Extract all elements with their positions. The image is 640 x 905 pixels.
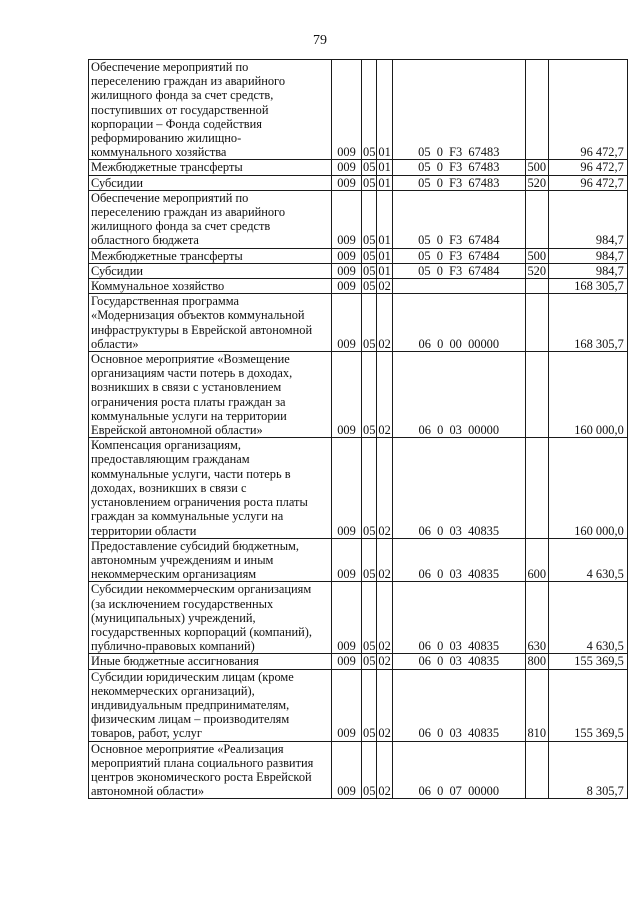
amount-cell: 168 305,7 xyxy=(548,279,627,294)
expense-type-cell xyxy=(525,352,548,438)
row-name-line: коммунальные услуги, части потерь в xyxy=(91,466,291,481)
row-name-line: области» xyxy=(91,336,139,351)
row-name-line: Обеспечение мероприятий по xyxy=(91,60,249,74)
expense-type-cell: 600 xyxy=(525,538,548,582)
section-code-cell: 05 xyxy=(362,190,377,248)
row-name-line: корпорации – Фонда содействия xyxy=(91,116,262,131)
target-article-cell: 06 0 03 40835 xyxy=(392,538,525,582)
expense-type-cell: 810 xyxy=(525,669,548,741)
target-article-cell: 05 0 F3 67484 xyxy=(392,190,525,248)
target-article-cell: 05 0 F3 67483 xyxy=(392,175,525,190)
row-name-line: Субсидии xyxy=(91,263,143,278)
grbs-code-cell: 009 xyxy=(332,741,362,799)
row-name-line: Государственная программа xyxy=(91,294,239,309)
section-code-cell: 05 xyxy=(362,741,377,799)
row-name-line: переселению граждан из аварийного xyxy=(91,205,286,220)
expense-type-cell xyxy=(525,741,548,799)
page-number: 79 xyxy=(313,33,327,48)
table-row xyxy=(89,160,628,175)
section-code-cell: 05 xyxy=(362,352,377,438)
table-row xyxy=(89,741,628,799)
subsection-code-cell: 02 xyxy=(377,294,392,352)
grbs-code-cell: 009 xyxy=(332,582,362,654)
row-name-cell xyxy=(89,669,332,741)
section-code-cell: 05 xyxy=(363,248,376,263)
section-code-cell: 05 xyxy=(363,654,376,669)
row-name-line: государственных корпораций (компаний), xyxy=(91,624,312,639)
target-article-cell: 05 0 F3 67484 xyxy=(392,248,525,263)
section-code-cell: 05 xyxy=(362,669,377,741)
row-name-line: автономной области» xyxy=(91,784,205,799)
budget-table xyxy=(88,59,628,799)
section-code-cell: 05 xyxy=(363,175,376,190)
target-article-cell: 06 0 07 00000 xyxy=(392,741,525,799)
subsection-code-cell: 02 xyxy=(377,538,392,582)
row-name-line: центров экономического роста Еврейской xyxy=(91,769,312,784)
amount-cell: 160 000,0 xyxy=(548,438,627,538)
amount-cell: 160 000,0 xyxy=(548,352,627,438)
amount-cell: 984,7 xyxy=(548,248,627,263)
table-row xyxy=(89,438,628,538)
expense-type-cell xyxy=(525,438,548,538)
section-code-cell: 05 xyxy=(362,294,377,352)
amount-cell: 96 472,7 xyxy=(548,160,627,175)
grbs-code-cell: 009 xyxy=(332,654,362,669)
row-name-line: реформированию жилищно- xyxy=(91,131,242,146)
row-name-line: коммунального хозяйства xyxy=(91,145,227,160)
subsection-code-cell: 01 xyxy=(378,160,391,175)
expense-type-cell: 520 xyxy=(525,263,548,278)
row-name-line: Межбюджетные трансферты xyxy=(91,248,243,263)
row-name-line: переселению граждан из аварийного xyxy=(91,74,286,89)
row-name-line: Обеспечение мероприятий по xyxy=(91,190,249,205)
row-name-line: предоставляющим гражданам xyxy=(91,452,250,467)
row-name-line: организациям части потерь в доходах, xyxy=(91,366,293,381)
row-name-line: индивидуальным предпринимателям, xyxy=(91,697,290,712)
target-article-cell: 06 0 03 40835 xyxy=(392,438,525,538)
row-name-line: поступивших от государственной xyxy=(91,102,269,117)
row-name-line: доходах, возникших в связи с xyxy=(91,480,247,495)
row-name-cell xyxy=(89,438,332,538)
amount-cell: 984,7 xyxy=(548,263,627,278)
subsection-code-cell: 01 xyxy=(377,60,392,160)
subsection-code-cell: 02 xyxy=(377,352,392,438)
row-name-cell xyxy=(89,654,332,669)
row-name-line: публично-правовых компаний) xyxy=(91,639,255,654)
target-article-cell: 06 0 03 40835 xyxy=(392,654,525,669)
section-code-cell: 05 xyxy=(362,538,377,582)
row-name-cell xyxy=(89,352,332,438)
row-name-line: товаров, работ, услуг xyxy=(91,726,202,741)
row-name-line: (за исключением государственных xyxy=(91,596,274,611)
row-name-cell xyxy=(89,160,332,175)
row-name-line: территории области xyxy=(91,523,197,538)
grbs-code-cell: 009 xyxy=(332,279,362,294)
row-name-line: Субсидии юридическим лицам (кроме xyxy=(91,669,294,684)
subsection-code-cell: 02 xyxy=(377,438,392,538)
budget-table-body xyxy=(89,60,628,799)
row-name-line: инфраструктуры в Еврейской автономной xyxy=(91,322,313,337)
subsection-code-cell: 02 xyxy=(377,669,392,741)
row-name-line: Субсидии некоммерческим организациям xyxy=(91,582,312,597)
amount-cell: 168 305,7 xyxy=(548,294,627,352)
target-article-cell: 06 0 03 40835 xyxy=(392,582,525,654)
target-article-cell: 06 0 03 00000 xyxy=(392,352,525,438)
row-name-line: мероприятий плана социального развития xyxy=(91,755,314,770)
amount-cell: 155 369,5 xyxy=(548,654,627,669)
expense-type-cell: 520 xyxy=(525,175,548,190)
grbs-code-cell: 009 xyxy=(332,669,362,741)
target-article-cell: 05 0 F3 67483 xyxy=(392,160,525,175)
row-name-line: (муниципальных) учреждений, xyxy=(91,610,256,625)
row-name-line: Компенсация организациям, xyxy=(91,438,241,453)
section-code-cell: 05 xyxy=(363,279,376,294)
row-name-line: ограничения роста платы граждан за xyxy=(91,394,286,409)
row-name-line: Коммунальное хозяйство xyxy=(91,279,225,294)
row-name-cell xyxy=(89,538,332,582)
row-name-line: установлением ограничения роста платы xyxy=(91,495,308,510)
table-row xyxy=(89,294,628,352)
grbs-code-cell: 009 xyxy=(332,438,362,538)
row-name-cell xyxy=(89,175,332,190)
row-name-line: Иные бюджетные ассигнования xyxy=(91,654,259,669)
row-name-line: Субсидии xyxy=(91,175,143,190)
row-name-line: физическим лицам – производителям xyxy=(91,712,290,727)
table-row xyxy=(89,263,628,278)
grbs-code-cell: 009 xyxy=(332,263,362,278)
amount-cell: 96 472,7 xyxy=(548,175,627,190)
expense-type-cell: 500 xyxy=(525,248,548,263)
row-name-line: «Модернизация объектов коммунальной xyxy=(91,308,305,323)
row-name-cell xyxy=(89,248,332,263)
row-name-cell xyxy=(89,279,332,294)
amount-cell: 96 472,7 xyxy=(548,60,627,160)
table-row xyxy=(89,279,628,294)
expense-type-cell xyxy=(525,60,548,160)
expense-type-cell: 800 xyxy=(525,654,548,669)
subsection-code-cell: 02 xyxy=(378,279,391,294)
expense-type-cell: 500 xyxy=(525,160,548,175)
table-row xyxy=(89,654,628,669)
target-article-cell xyxy=(392,279,525,294)
grbs-code-cell: 009 xyxy=(332,160,362,175)
row-name-line: жилищного фонда за счет средств, xyxy=(91,88,274,103)
subsection-code-cell: 02 xyxy=(378,654,391,669)
section-code-cell: 05 xyxy=(362,582,377,654)
subsection-code-cell: 01 xyxy=(378,175,391,190)
grbs-code-cell: 009 xyxy=(332,60,362,160)
target-article-cell: 06 0 03 40835 xyxy=(392,669,525,741)
expense-type-cell xyxy=(525,190,548,248)
row-name-cell xyxy=(89,263,332,278)
row-name-line: возникших в связи с установлением xyxy=(91,380,282,395)
row-name-line: коммунальные услуги на территории xyxy=(91,408,287,423)
row-name-line: жилищного фонда за счет средств xyxy=(91,219,271,234)
table-row xyxy=(89,190,628,248)
section-code-cell: 05 xyxy=(362,438,377,538)
target-article-cell: 05 0 F3 67484 xyxy=(392,263,525,278)
row-name-line: Еврейской автономной области» xyxy=(91,423,263,438)
table-row xyxy=(89,538,628,582)
grbs-code-cell: 009 xyxy=(332,248,362,263)
row-name-line: Основное мероприятие «Возмещение xyxy=(91,352,290,367)
target-article-cell: 06 0 00 00000 xyxy=(392,294,525,352)
row-name-line: некоммерческим организациям xyxy=(91,567,257,582)
subsection-code-cell: 01 xyxy=(378,263,391,278)
table-row xyxy=(89,248,628,263)
amount-cell: 155 369,5 xyxy=(548,669,627,741)
subsection-code-cell: 01 xyxy=(378,248,391,263)
row-name-cell xyxy=(89,294,332,352)
expense-type-cell xyxy=(525,279,548,294)
row-name-cell xyxy=(89,741,332,799)
row-name-line: Основное мероприятие «Реализация xyxy=(91,741,284,756)
section-code-cell: 05 xyxy=(362,60,377,160)
row-name-line: автономным учреждениям и иным xyxy=(91,552,274,567)
grbs-code-cell: 009 xyxy=(332,294,362,352)
amount-cell: 8 305,7 xyxy=(548,741,627,799)
table-row xyxy=(89,60,628,160)
grbs-code-cell: 009 xyxy=(332,538,362,582)
table-row xyxy=(89,352,628,438)
section-code-cell: 05 xyxy=(363,263,376,278)
table-row xyxy=(89,669,628,741)
row-name-line: областного бюджета xyxy=(91,233,199,248)
table-row xyxy=(89,582,628,654)
subsection-code-cell: 02 xyxy=(377,582,392,654)
grbs-code-cell: 009 xyxy=(332,175,362,190)
amount-cell: 4 630,5 xyxy=(548,538,627,582)
row-name-line: некоммерческих организаций), xyxy=(91,683,255,698)
target-article-cell: 05 0 F3 67483 xyxy=(392,60,525,160)
table-row xyxy=(89,175,628,190)
subsection-code-cell: 02 xyxy=(377,741,392,799)
row-name-line: граждан за коммунальные услуги на xyxy=(91,509,284,524)
grbs-code-cell: 009 xyxy=(332,352,362,438)
row-name-cell xyxy=(89,60,332,160)
expense-type-cell: 630 xyxy=(525,582,548,654)
section-code-cell: 05 xyxy=(363,160,376,175)
row-name-line: Межбюджетные трансферты xyxy=(91,160,243,175)
row-name-line: Предоставление субсидий бюджетным, xyxy=(91,538,299,553)
amount-cell: 984,7 xyxy=(548,190,627,248)
subsection-code-cell: 01 xyxy=(377,190,392,248)
amount-cell: 4 630,5 xyxy=(548,582,627,654)
row-name-cell xyxy=(89,582,332,654)
row-name-cell xyxy=(89,190,332,248)
expense-type-cell xyxy=(525,294,548,352)
grbs-code-cell: 009 xyxy=(332,190,362,248)
